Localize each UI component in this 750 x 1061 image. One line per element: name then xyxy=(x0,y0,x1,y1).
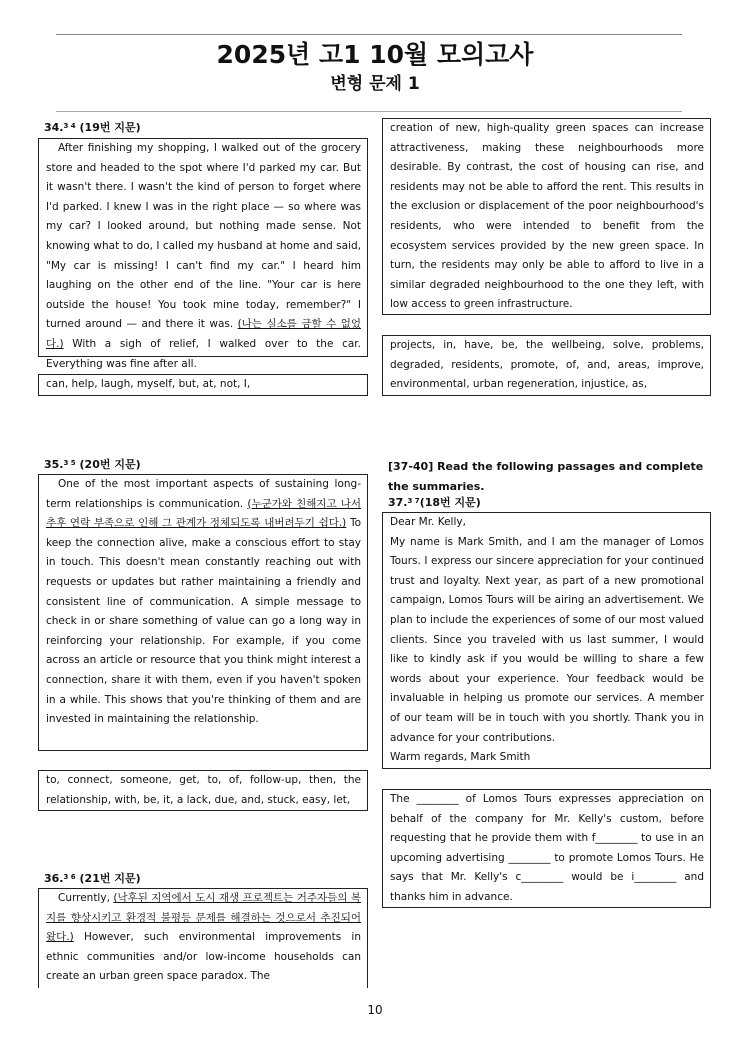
top-rule xyxy=(56,34,682,35)
q34-word-box xyxy=(38,374,368,396)
page-number: 10 xyxy=(367,1003,383,1017)
q37-summary-box xyxy=(382,789,711,908)
q35-word-box xyxy=(38,770,368,811)
q36-passage-box xyxy=(38,888,368,988)
q36-heading: 36.$^{3 6}$ (21번 지문) xyxy=(44,872,141,885)
q37-summary: The ________ of Lomos Tours expresses appreciation on behalf of the company for Mr. Kelly's custom, before requesting that he provide them with f________ to use in an upcoming advertising ________ to promote Lomos Tours. He says that Mr. Kelly's c________ would be i________ and thanks him in advance. xyxy=(390,793,704,903)
q37-letter: Dear Mr. Kelly, My name is Mark Smith, and I am the manager of Lomos Tours. I express our sincere appreciation for your continued trust and loyalty. Next year, as part of a new promotional campaign, Lomos Tours will be airing an advertisement. We plan to include the experiences of some of our most valued clients. Since you traveled with us last summer, I would like to kindly ask if you would be willing to share a few words about your experience. Your feedback would be invaluable in helping us promote our services. A member of our team will be in touch with you shortly. Thank you in advance for your contributions. Warm regards, Mark Smith xyxy=(390,516,704,764)
q36-passage: Currently, (낙후된 지역에서 도시 재생 프로젝트는 거주자들의 복지를 향상시키고 환경적 불평등 문제를 해결하는 것으로서 추진되어 왔다.) However, such environmental improvements in ethnic communities and/or low-income households can create an urban green space paradox. The xyxy=(46,892,361,983)
q35-passage: One of the most important aspects of sustaining long-term relationships is communication. (누군가와 친해지고 나서 추후 연락 부족으로 인해 그 관계가 정체되도록 내버려두기 쉽다.) To keep the connection alive, make a conscious effort to stay in touch. This doesn't mean constantly reaching out with requests or updates but rather maintaining a friendly and consistent line of communication. A simple message to check in or share something of value can go a long way in reinforcing your relationship. For example, if you come across an article or resource that you think might interest a connection, share it with them, even if you haven't spoken in a while. This shows that you're thinking of them and are invested in maintaining the relationship. xyxy=(46,478,362,726)
q34-word-list: can, help, laugh, myself, but, at, not, I, xyxy=(46,378,251,390)
q36-underlined-korean: (낙후된 지역에서 도시 재생 프로젝트는 거주자들의 복지를 향상시키고 환경적 불평등 문제를 해결하는 것으로서 추진되어 왔다.) xyxy=(46,892,361,944)
q37-letter-box xyxy=(382,512,711,769)
q34-passage: After finishing my shopping, I walked out of the grocery store and headed to the spot where I'd parked my car. But it wasn't there. I wasn't the kind of person to forget where I'd parked. I knew I was in the right place — so where was my car? I looked around, but nothing made sense. Not knowing what to do, I called my husband at home and said, "My car is missing! I can't find my car." I heard him laughing on the other end of the line. "Your car is here outside the house! You took mine today, remember?" I turned around — and there it was. (나는 실소를 금할 수 없었다.) With a sigh of relief, I walked over to the car. Everything was fine after all. xyxy=(46,142,361,370)
q35-passage-box xyxy=(38,474,368,751)
page-title: 2025년 고1 10월 모의고사 xyxy=(216,40,534,69)
section-instruction: [37-40] Read the following passages and complete the summaries. xyxy=(388,460,704,493)
q36-word-box xyxy=(382,335,711,396)
q35-underlined-korean: (누군가와 친해지고 나서 추후 연락 부족으로 인해 그 관계가 정체되도록 내버려두기 쉽다.) xyxy=(46,497,362,530)
q34-heading: 34.$^{3 4}$ (19번 지문) xyxy=(44,121,141,134)
q37-heading: 37.$^{3 7}$(18번 지문) xyxy=(388,496,481,509)
header-rule xyxy=(56,111,682,112)
q36-continuation: creation of new, high-quality green spaces can increase attractiveness, making these neighbourhoods more desirable. By contrast, the cost of housing can rise, and residents may not be able to afford the rent. This results in the exclusion or displacement of the poor neighbourhood's residents, who were intended to benefit from the ecosystem services provided by the new green space. In turn, the residents may only be able to afford to live in a similar degraded neighbourhood to the one they left, with low access to green infrastructure. xyxy=(390,122,704,311)
page-subtitle: 변형 문제 1 xyxy=(330,74,420,94)
q35-heading: 35.$^{3 5}$ (20번 지문) xyxy=(44,458,141,471)
q36-word-list: projects, in, have, be, the wellbeing, solve, problems, degraded, residents, promote, of, and, areas, improve, environmental, urban regeneration, injustice, as, xyxy=(390,339,704,391)
q36-continuation-box xyxy=(382,118,711,315)
q34-passage-box xyxy=(38,138,368,370)
q34-underlined-korean: (나는 실소를 금할 수 없었다.) xyxy=(46,318,361,350)
q35-word-list: to, connect, someone, get, to, of, follow-up, then, the relationship, with, be, it, a lack, due, and, stuck, easy, let, xyxy=(46,774,361,806)
